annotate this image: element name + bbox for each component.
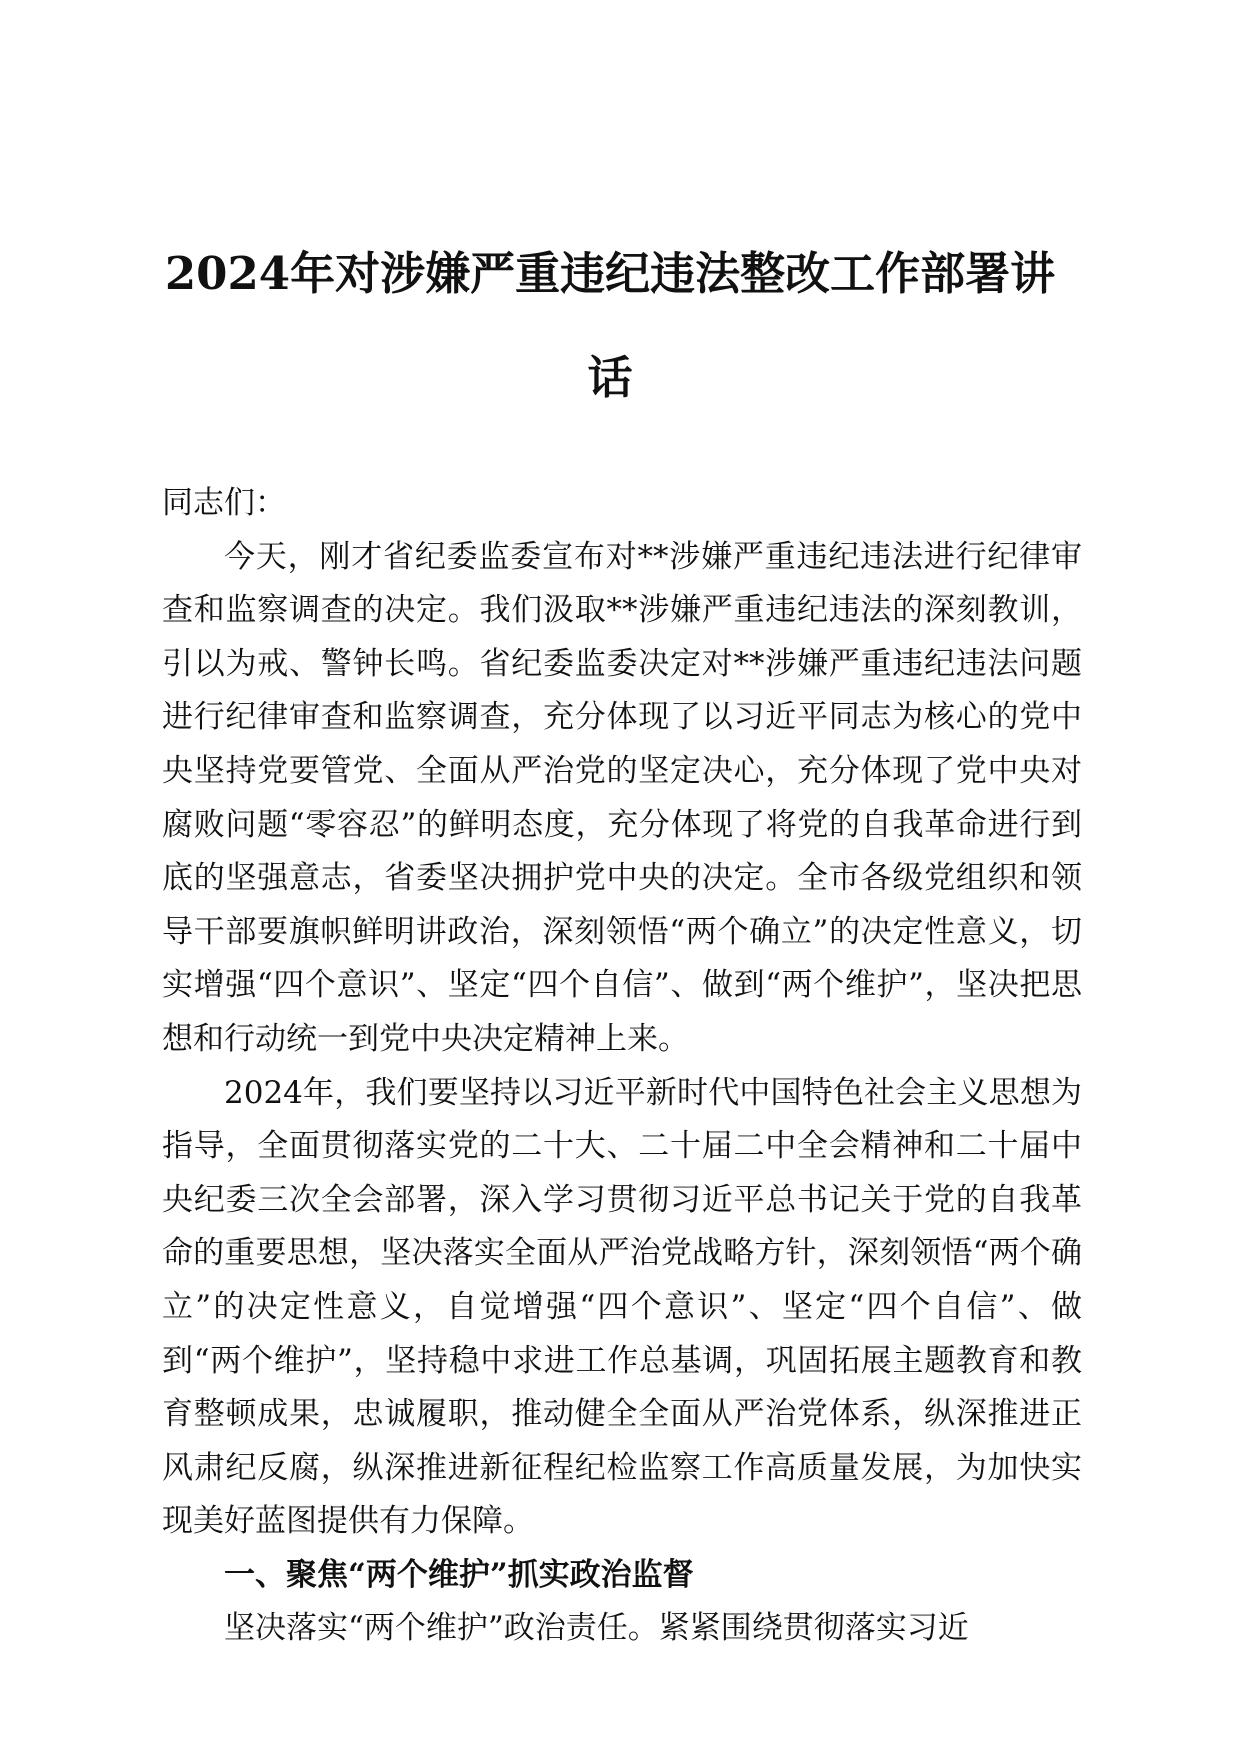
document-body	[162, 477, 1082, 1656]
salutation: 同志们：	[162, 485, 286, 521]
paragraph-2: 2024年，我们要坚持以习近平新时代中国特色社会主义思想为指导，全面贯彻落实党的二十大、二十届二中全会精神和二十届中央纪委三次全会部署，深入学习贯彻习近平总书记关于党的自我革命的重要思想，坚决落实全面从严治党战略方针，深刻领悟“两个确立”的决定性意义，自觉增强“四个意识”、坚定“四个自信”、做到“两个维护”，坚持稳中求进工作总基调，巩固拓展主题教育和教育整顿成果，忠诚履职，推动健全全面从严治党体系，纵深推进正风肃纪反腐，纵深推进新征程纪检监察工作高质量发展，为加快实现美好蓝图提供有力保障。	[162, 1074, 1082, 1540]
section-heading: 一、聚焦“两个维护”抓实政治监督	[224, 1556, 694, 1593]
paragraph-1: 今天，刚才省纪委监委宣布对**涉嫌严重违纪违法进行纪律审查和监察调查的决定。我们汲取**涉嫌严重违纪违法的深刻教训，引以为戒、警钟长鸣。省纪委监委决定对**涉嫌严重违纪违法问题进行纪律审查和监察调查，充分体现了以习近平同志为核心的党中央坚持党要管党、全面从严治党的坚定决心，充分体现了党中央对腐败问题“零容忍”的鲜明态度，充分体现了将党的自我革命进行到底的坚强意志，省委坚决拥护党中央的决定。全市各级党组织和领导干部要旗帜鲜明讲政治，深刻领悟“两个确立”的决定性意义，切实增强“四个意识”、坚定“四个自信”、做到“两个维护”，坚决把思想和行动统一到党中央决定精神上来。	[162, 538, 1082, 1057]
document-title: 2024年对涉嫌严重违纪违法整改工作部署讲话	[164, 247, 1056, 404]
section-paragraph: 坚决落实“两个维护”政治责任。紧紧围绕贯彻落实习近	[224, 1610, 969, 1647]
